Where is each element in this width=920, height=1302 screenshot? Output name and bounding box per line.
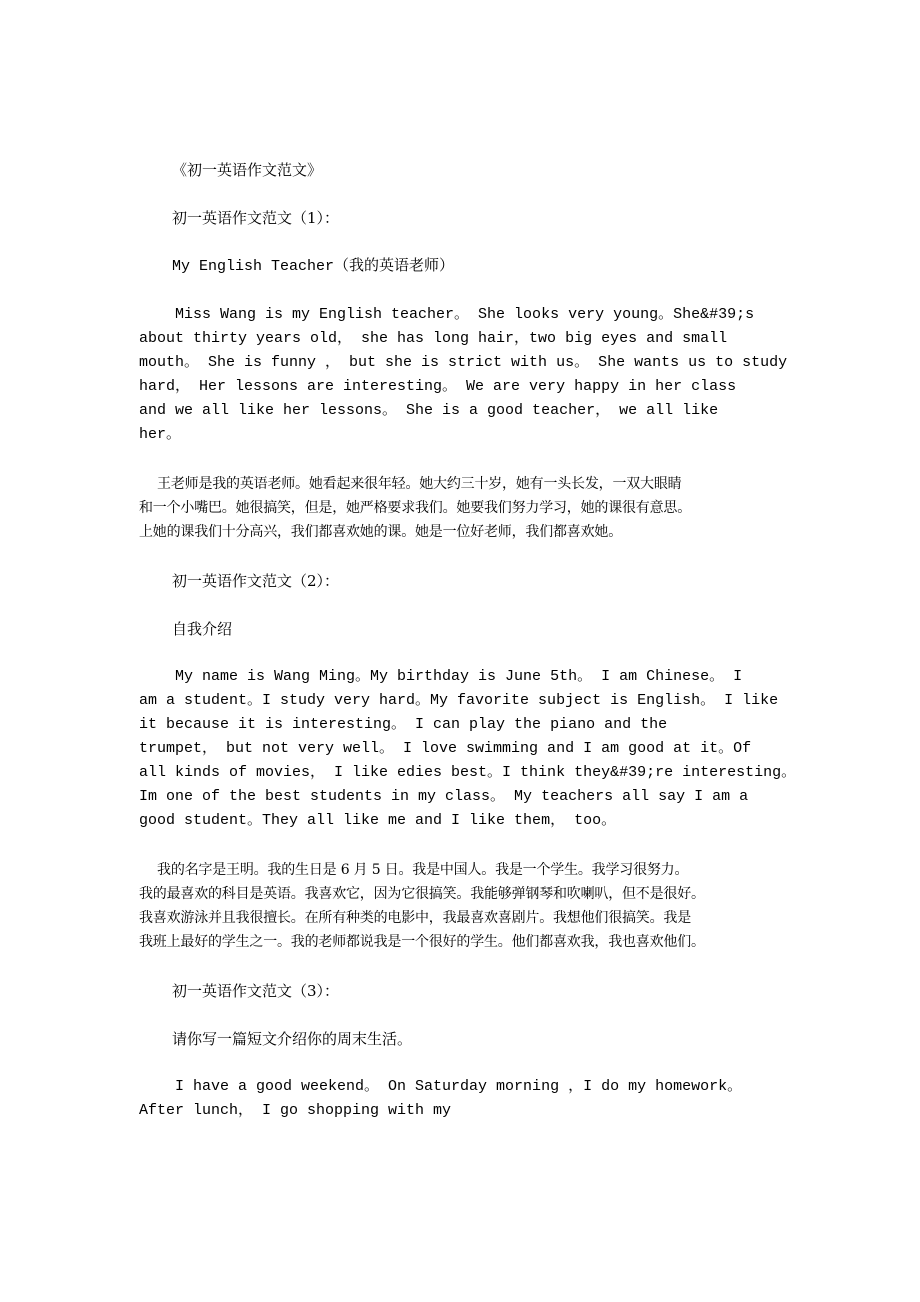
text-line: all kinds of movies， I like edies best。I think they&#39;re interesting。 [139,764,797,781]
essay2-chinese-paragraph [139,858,705,954]
text-line: about thirty years old， she has long hair，two big eyes and small [139,330,728,347]
text-line: Im one of the best students in my class。 My teachers all say I am a [139,788,749,805]
text-line: I have a good weekend。 On Saturday morning ，I do my homework。 [139,1078,743,1095]
text-line: After lunch， I go shopping with my [139,1102,452,1119]
essay1-chinese-paragraph [139,472,691,544]
essay1-subtitle: My English Teacher（我的英语老师） [172,258,455,275]
essay2-heading: 初一英语作文范文（2）： [172,572,340,590]
text-line: 上她的课我们十分高兴，我们都喜欢她的课。她是一位好老师，我们都喜欢她。 [139,524,622,540]
text-line: mouth。 She is funny ， but she is strict with us。 She wants us to study [139,354,788,371]
text-line: am a student。I study very hard。My favorite subject is English。 I like [139,692,779,709]
text-line: 和一个小嘴巴。她很搞笑，但是，她严格要求我们。她要我们努力学习，她的课很有意思。 [139,500,691,516]
essay2-english-paragraph [139,665,796,833]
text-line: it because it is interesting。 I can play the piano and the [139,716,668,733]
text-line: 我喜欢游泳并且我很擅长。在所有种类的电影中，我最喜欢喜剧片。我想他们很搞笑。我是 [139,910,691,926]
text-line: 王老师是我的英语老师。她看起来很年轻。她大约三十岁，她有一头长发，一双大眼睛 [139,476,682,492]
text-line: Miss Wang is my English teacher。 She looks very young。She&#39;s [139,306,755,323]
text-line: good student。They all like me and I like them， too。 [139,812,617,829]
essay1-heading: 初一英语作文范文（1）： [172,209,340,227]
text-line: her。 [139,426,182,443]
text-line: My name is Wang Ming。My birthday is June 5th。 I am Chinese。 I [139,668,743,685]
text-line: trumpet， but not very well。 I love swimming and I am good at it。Of [139,740,752,757]
document-title: 《初一英语作文范文》 [172,161,323,179]
text-line: 我的名字是王明。我的生日是 6 月 5 日。我是中国人。我是一个学生。我学习很努力。 [139,862,689,878]
essay3-heading: 初一英语作文范文（3）： [172,982,340,1000]
essay3-english-paragraph [139,1075,742,1123]
text-line: 我的最喜欢的科目是英语。我喜欢它，因为它很搞笑。我能够弹钢琴和吹喇叭，但不是很好。 [139,886,705,902]
text-line: and we all like her lessons。 She is a good teacher， we all like [139,402,719,419]
essay1-english-paragraph [139,303,787,447]
text-line: hard， Her lessons are interesting。 We are very happy in her class [139,378,737,395]
text-line: 我班上最好的学生之一。我的老师都说我是一个很好的学生。他们都喜欢我，我也喜欢他们。 [139,934,705,950]
essay2-subtitle: 自我介绍 [172,620,233,638]
essay3-subtitle: 请你写一篇短文介绍你的周末生活。 [172,1030,413,1048]
